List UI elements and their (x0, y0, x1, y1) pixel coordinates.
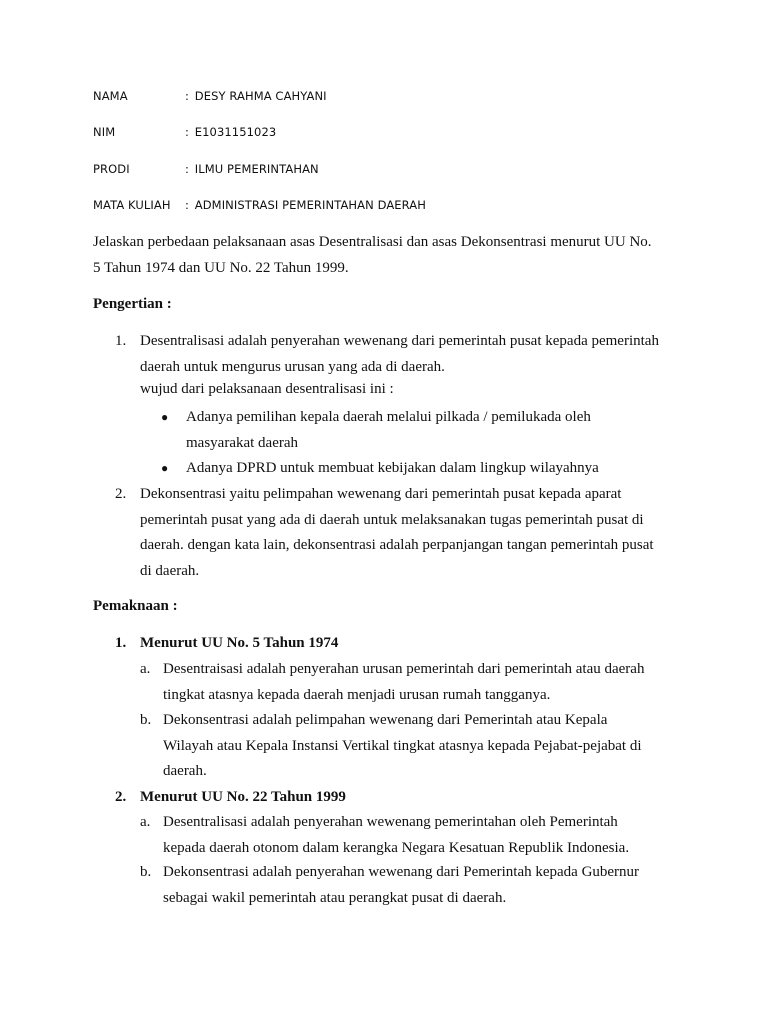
meta-value: DESY RAHMA CAHYANI (194, 89, 327, 103)
bullet-icon: ● (161, 410, 169, 424)
pengertian-item-dekonsentrasi (140, 482, 654, 584)
meta-label: PRODI (93, 162, 130, 176)
bullet-line: Adanya pemilihan kepala daerah melalui pilkada / pemilukada oleh (186, 409, 591, 425)
meta-value: ILMU PEMERINTAHAN (194, 162, 319, 176)
sublist-item (163, 657, 644, 708)
list-number: 2. (115, 789, 127, 805)
meta-separator: : (185, 198, 189, 212)
paragraph-line: wujud dari pelaksanaan desentralisasi ini : (140, 381, 394, 397)
meta-separator: : (185, 125, 189, 139)
list-number: 2. (115, 486, 127, 502)
pengertian-heading: Pengertian : (93, 296, 172, 312)
sublist-item (163, 810, 629, 861)
pemaknaan-heading: Pemaknaan : (93, 598, 178, 614)
list-number: 1. (115, 635, 127, 651)
meta-value: E1031151023 (194, 125, 277, 139)
sublist-label: b. (140, 712, 152, 728)
bullet-item (186, 456, 599, 482)
meta-label: NAMA (93, 89, 128, 103)
paragraph-line: daerah. (163, 763, 207, 779)
bullet-line: masyarakat daerah (186, 434, 299, 451)
paragraph-line: daerah untuk mengurus urusan yang ada di daerah. (140, 358, 445, 375)
meta-row-nama (93, 89, 327, 103)
paragraph-line: tingkat atasnya kepada daerah menjadi urusan rumah tangganya. (163, 686, 551, 703)
bullet-icon: ● (161, 461, 169, 475)
question-paragraph (93, 230, 652, 281)
paragraph-line: sebagai wakil pemerintah atau perangkat pusat di daerah. (163, 889, 507, 906)
meta-row-mata-kuliah (93, 198, 426, 212)
sublist-item (163, 708, 642, 785)
paragraph-line: Wilayah atau Kepala Instansi Vertikal tingkat atasnya kepada Pejabat-pejabat di (163, 737, 642, 754)
bullet-line: Adanya DPRD untuk membuat kebijakan dalam lingkup wilayahnya (186, 460, 599, 476)
paragraph-line: Desentralisasi adalah penyerahan wewenang pemerintahan oleh Pemerintah (163, 814, 618, 830)
meta-separator: : (185, 89, 189, 103)
sublist-item (163, 860, 639, 911)
meta-row-prodi (93, 162, 319, 176)
paragraph-line: Dekonsentrasi adalah pelimpahan wewenang dari Pemerintah atau Kepala (163, 712, 608, 728)
sublist-label: a. (140, 814, 151, 830)
paragraph-line: Desentraisasi adalah penyerahan urusan pemerintah dari pemerintah atau daerah (163, 661, 645, 677)
question-line: Jelaskan perbedaan pelaksanaan asas Desentralisasi dan asas Dekonsentrasi menurut UU No. (93, 234, 652, 250)
meta-label: MATA KULIAH (93, 198, 171, 212)
list-number: 1. (115, 333, 127, 349)
pengertian-item-desentralisasi (140, 329, 659, 380)
pemaknaan-item-title: Menurut UU No. 22 Tahun 1999 (140, 789, 346, 805)
paragraph-line: Dekonsentrasi yaitu pelimpahan wewenang dari pemerintah pusat kepada aparat (140, 486, 622, 502)
sublist-label: a. (140, 661, 151, 677)
question-line: 5 Tahun 1974 dan UU No. 22 Tahun 1999. (93, 259, 349, 276)
meta-separator: : (185, 162, 189, 176)
meta-row-nim (93, 125, 276, 139)
bullet-item (186, 405, 591, 456)
paragraph-line: Dekonsentrasi adalah penyerahan wewenang dari Pemerintah kepada Gubernur (163, 864, 640, 880)
paragraph-line: Desentralisasi adalah penyerahan wewenang dari pemerintah pusat kepada pemerintah (140, 333, 659, 349)
pemaknaan-item-title: Menurut UU No. 5 Tahun 1974 (140, 635, 339, 651)
paragraph-line: di daerah. (140, 562, 200, 579)
paragraph-line: daerah. dengan kata lain, dekonsentrasi adalah perpanjangan tangan pemerintah pusat (140, 537, 654, 553)
paragraph-line: kepada daerah otonom dalam kerangka Negara Kesatuan Republik Indonesia. (163, 839, 630, 856)
meta-label: NIM (93, 125, 116, 139)
meta-value: ADMINISTRASI PEMERINTAHAN DAERAH (194, 198, 427, 212)
paragraph-line: pemerintah pusat yang ada di daerah untuk melaksanakan tugas pemerintah pusat di (140, 511, 644, 528)
sublist-label: b. (140, 864, 152, 880)
